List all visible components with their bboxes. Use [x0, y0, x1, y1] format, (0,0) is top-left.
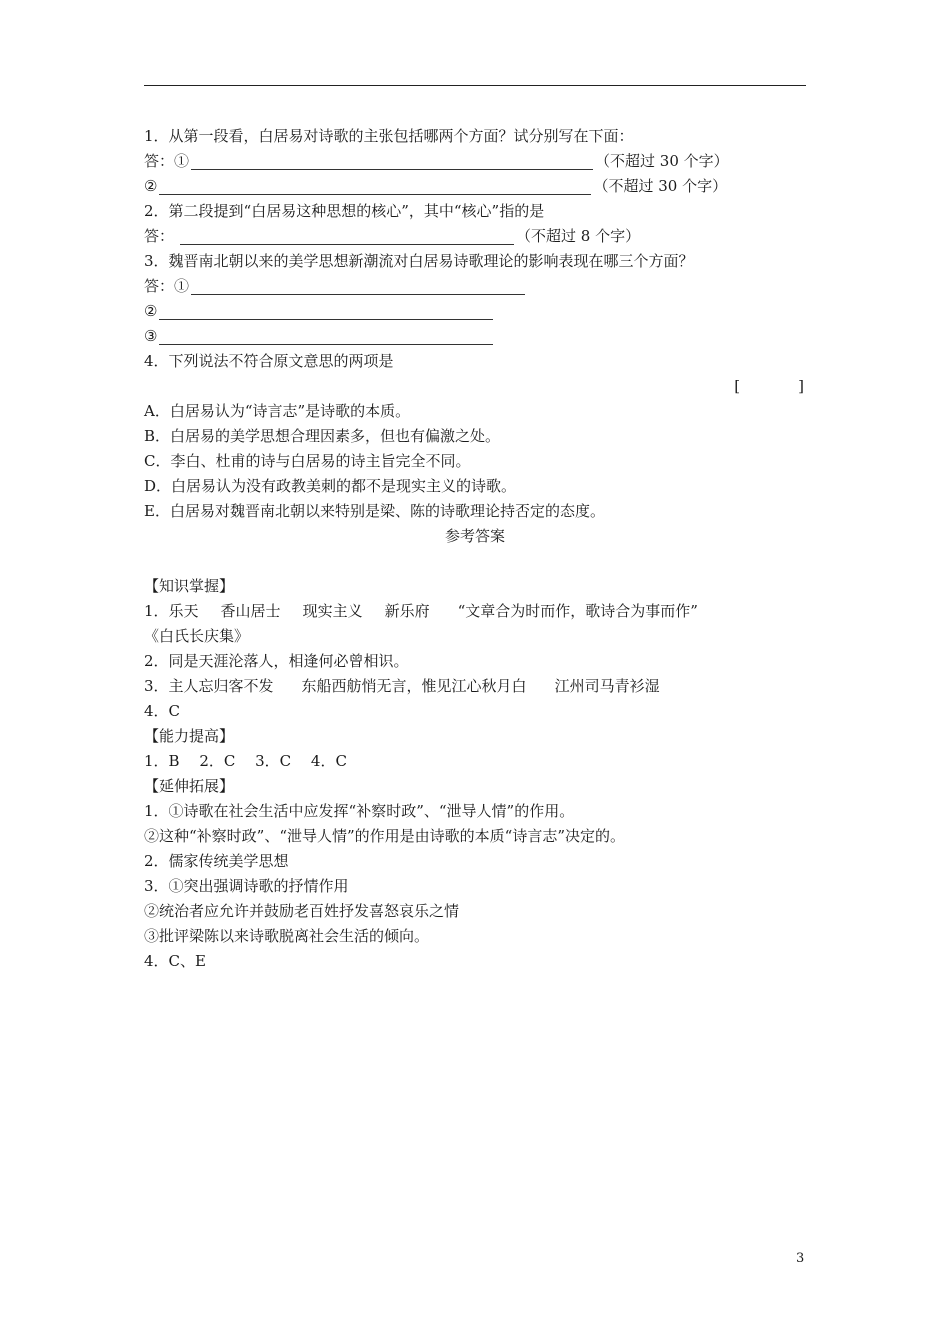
knowledge-answer-3: 3．主人忘归客不发 东船西舫悄无言，惟见江心秋月白 江州司马青衫湿 — [144, 677, 660, 695]
page-number: 3 — [796, 1251, 805, 1266]
option-d: D．白居易认为没有政教美刺的都不是现实主义的诗歌。 — [144, 477, 517, 495]
section-ability-title: 【能力提高】 — [144, 727, 235, 745]
extension-answer-3-part-3: ③批评梁陈以来诗歌脱离社会生活的倾向。 — [144, 927, 430, 945]
section-knowledge-title: 【知识掌握】 — [144, 577, 235, 595]
ability-answers: 1．B 2．C 3．C 4．C — [144, 752, 347, 770]
question-3-answer-3: ③ — [144, 324, 806, 349]
option-a: A．白居易认为“诗言志”是诗歌的本质。 — [144, 402, 411, 420]
extension-answer-4: 4．C、E — [144, 952, 206, 970]
question-3-answer-1: 答：① — [144, 274, 806, 299]
extension-answer-3: 3．①突出强调诗歌的抒情作用 — [144, 877, 349, 895]
question-4: 4．下列说法不符合原文意思的两项是 — [144, 352, 394, 370]
option-e: E．白居易对魏晋南北朝以来特别是梁、陈的诗歌理论持否定的态度。 — [144, 502, 605, 520]
knowledge-answer-4: 4．C — [144, 702, 181, 720]
option-c: C．李白、杜甫的诗与白居易的诗主旨完全不同。 — [144, 452, 471, 470]
question-3: 3．魏晋南北朝以来的美学思想新潮流对白居易诗歌理论的影响表现在哪三个方面？ — [144, 252, 694, 270]
answer-blank[interactable] — [191, 152, 593, 170]
knowledge-answer-1-cont: 《白氏长庆集》 — [144, 627, 250, 645]
extension-answer-3-part-2: ②统治者应允许并鼓励老百姓抒发喜怒哀乐之情 — [144, 902, 460, 920]
option-b: B．白居易的美学思想合理因素多，但也有偏激之处。 — [144, 427, 501, 445]
answer-blank[interactable] — [180, 227, 514, 245]
question-1-answer-1: 答：① （不超过 30 个字） — [144, 152, 729, 170]
question-1-answer-2: ② （不超过 30 个字） — [144, 177, 728, 195]
question-2: 2．第二段提到“白居易这种思想的核心”，其中“核心”指的是 — [144, 202, 545, 220]
answer-blank[interactable] — [159, 177, 591, 195]
extension-answer-1: 1．①诗歌在社会生活中应发挥“补察时政”、“泄导人情”的作用。 — [144, 802, 575, 820]
answers-title: 参考答案 — [444, 527, 505, 545]
extension-answer-1-part-2: ②这种“补察时政”、“泄导人情”的作用是由诗歌的本质“诗言志”决定的。 — [144, 827, 626, 845]
document-body — [144, 124, 806, 974]
section-extension-title: 【延伸拓展】 — [144, 777, 235, 795]
answer-blank[interactable] — [159, 327, 493, 345]
question-3-answer-2: ② — [144, 299, 806, 324]
answer-blank[interactable] — [159, 302, 493, 320]
knowledge-answer-2: 2．同是天涯沦落人，相逢何必曾相识。 — [144, 652, 409, 670]
header-rule — [144, 85, 806, 86]
question-1: 1．从第一段看，白居易对诗歌的主张包括哪两个方面？试分别写在下面： — [144, 127, 634, 145]
question-2-answer: 答： （不超过 8 个字） — [144, 227, 641, 245]
answer-blank[interactable] — [191, 277, 525, 295]
extension-answer-2: 2．儒家传统美学思想 — [144, 852, 289, 870]
knowledge-answer-1: 1．乐天 香山居士 现实主义 新乐府 “文章合为时而作，歌诗合为事而作” — [144, 602, 698, 620]
answer-bracket[interactable]: [ ] — [734, 377, 804, 395]
